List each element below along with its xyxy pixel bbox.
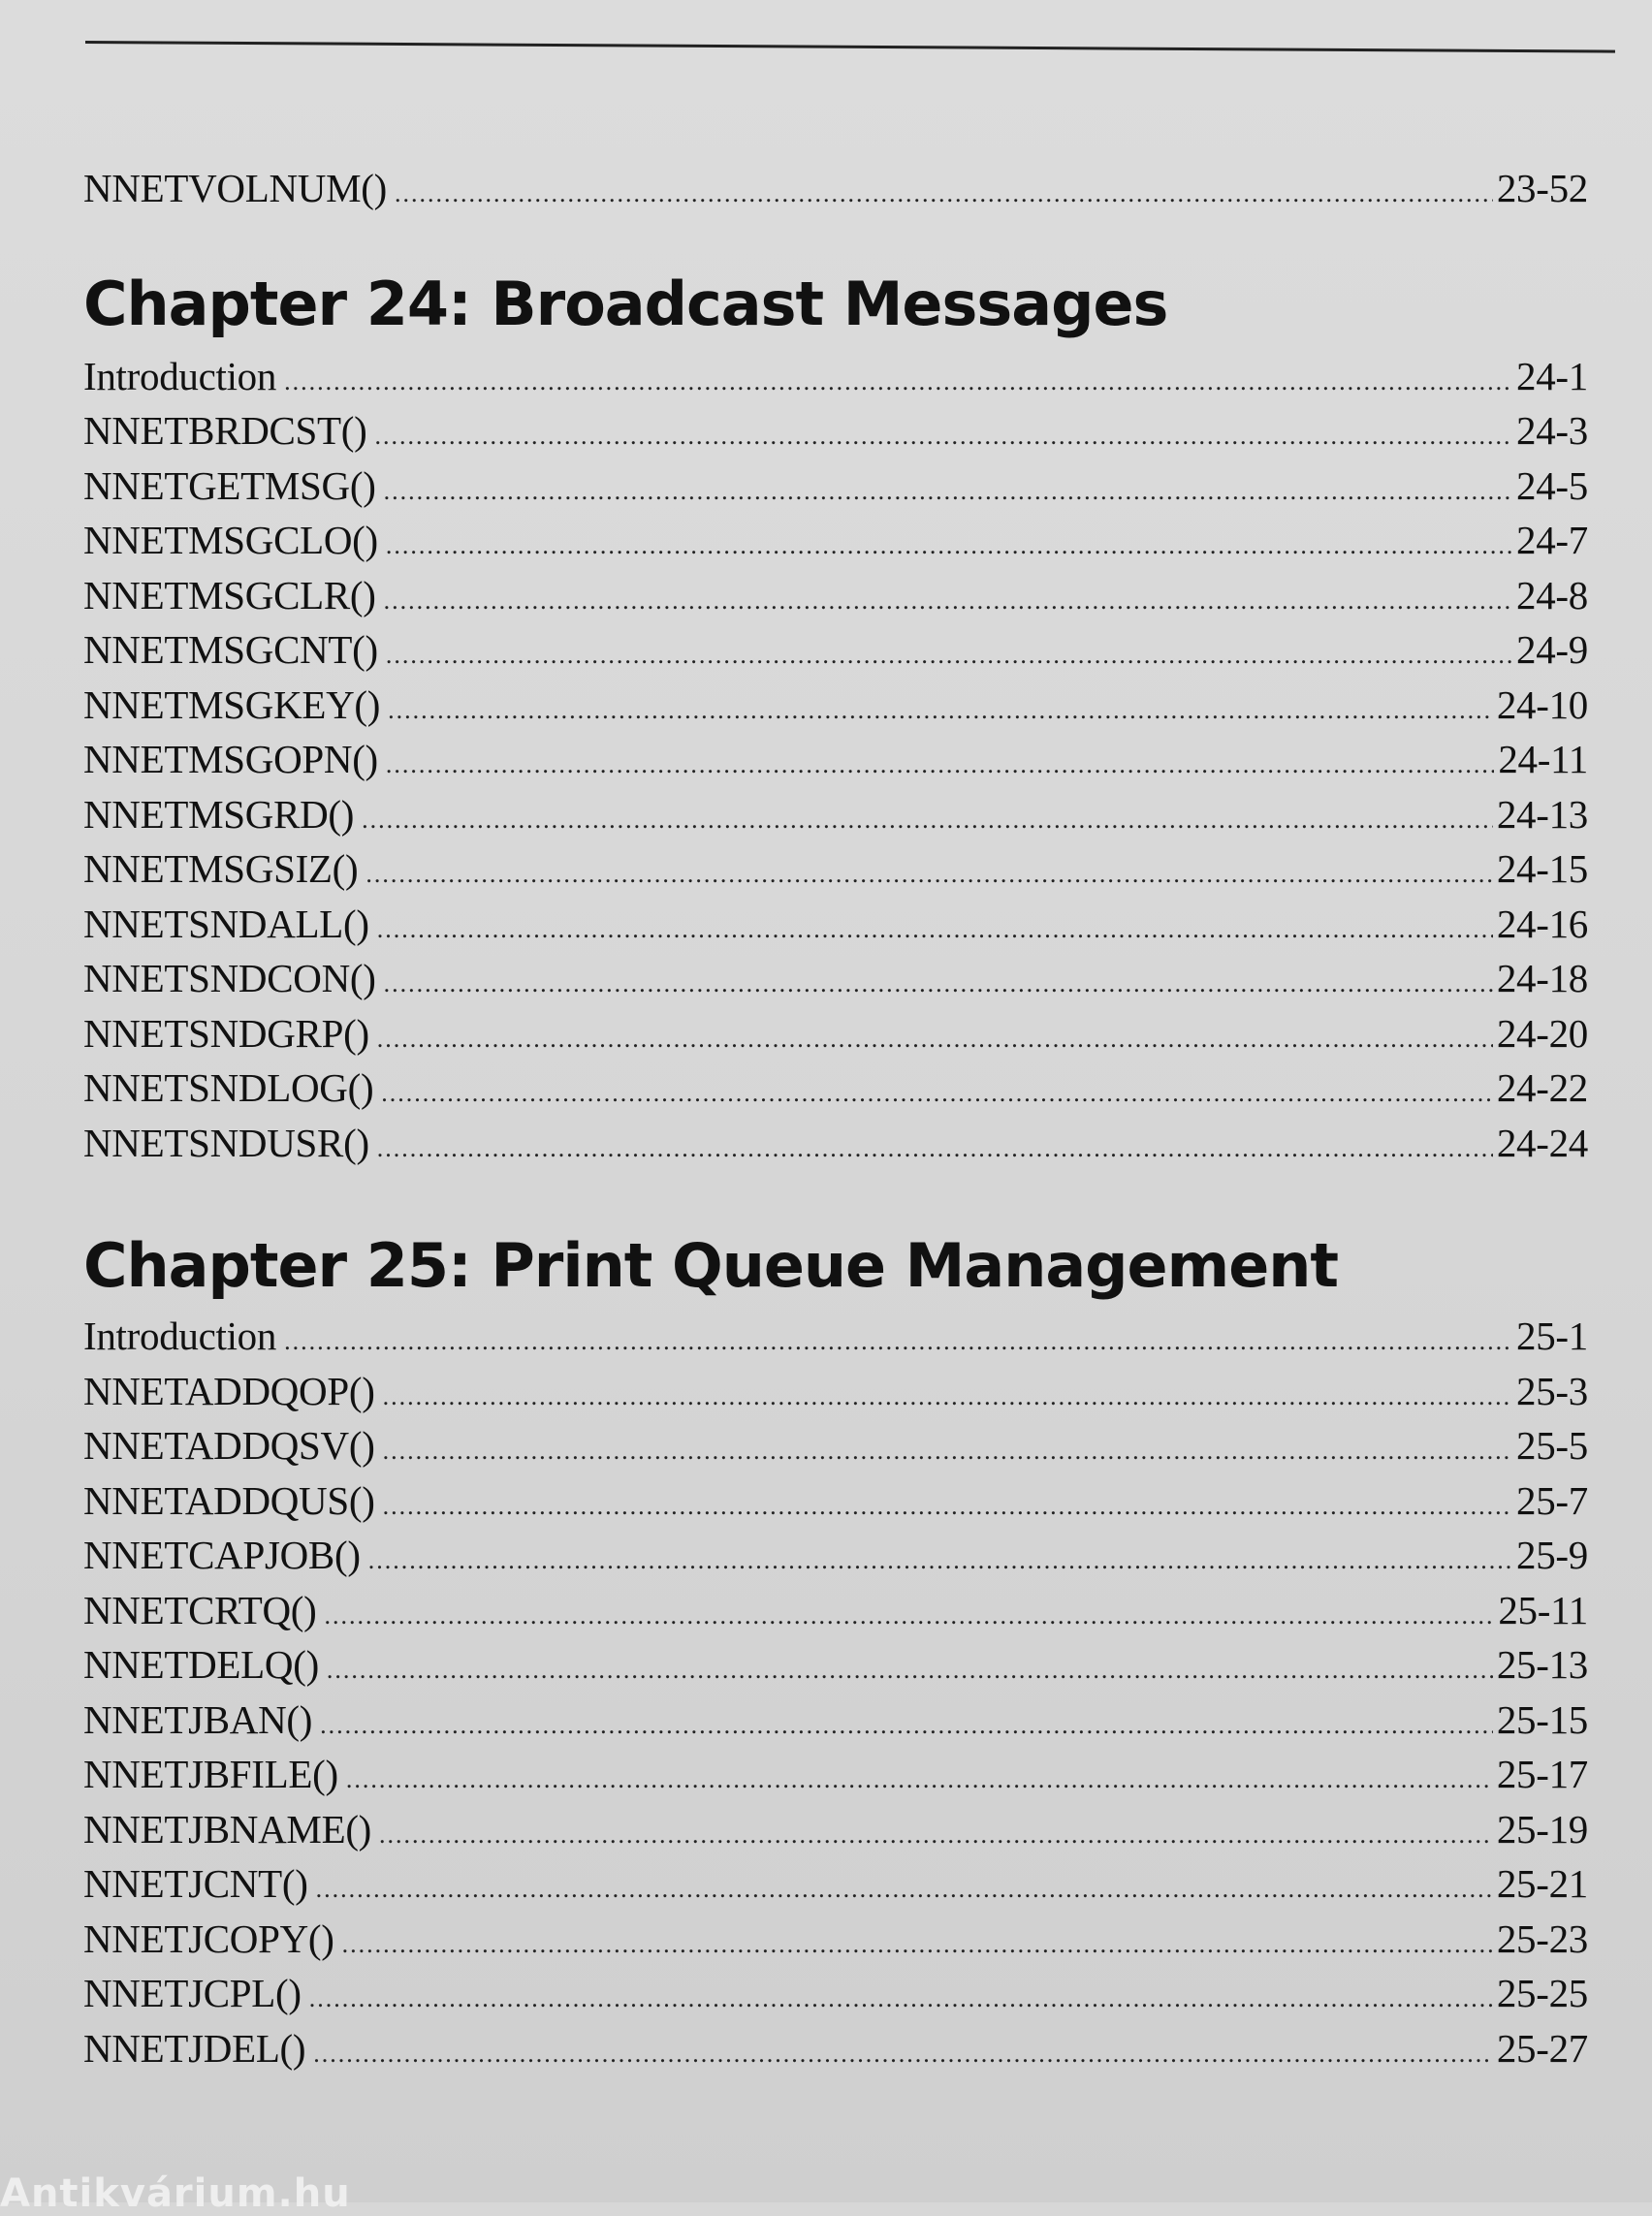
toc-entry: [83, 1422, 1588, 1477]
toc-entry: [83, 1313, 1588, 1368]
dot-leader: [395, 179, 1493, 208]
dot-leader: [386, 750, 1494, 779]
toc-entry-page: 25-5: [1516, 1423, 1588, 1468]
toc-entry: [83, 462, 1588, 518]
toc-entry-name: NNETSNDALL(): [83, 901, 369, 946]
toc-entry-name: NNETSNDGRP(): [83, 1010, 369, 1056]
toc-entry-name: NNETMSGOPN(): [83, 737, 378, 781]
dot-leader: [388, 696, 1493, 725]
dot-leader: [346, 1765, 1493, 1794]
toc-entry-page: 25-3: [1516, 1368, 1588, 1413]
dot-leader: [309, 1984, 1493, 2013]
toc-entry-name: NNETDELQ(): [83, 1642, 319, 1687]
toc-entry: [83, 681, 1588, 737]
toc-entry-name: NNETADDQSV(): [83, 1423, 375, 1468]
toc-entry: [83, 1915, 1588, 1971]
toc-entry-page: 24-22: [1496, 1065, 1588, 1110]
toc-entry-page: 23-52: [1496, 166, 1588, 210]
toc-entry-name: NNETJCNT(): [83, 1861, 308, 1906]
toc-entry-page: 24-7: [1516, 518, 1588, 562]
toc-entry-name: NNETMSGCNT(): [83, 627, 378, 672]
toc-entry: [83, 517, 1588, 572]
toc-entry: [83, 1477, 1588, 1533]
toc-entry-name: NNETJCPL(): [83, 1971, 302, 2015]
toc-entry: [83, 1368, 1588, 1423]
dot-leader: [365, 860, 1492, 889]
dot-leader: [368, 1546, 1512, 1575]
toc-entry-page: 24-18: [1496, 956, 1588, 1000]
toc-entry-page: 24-5: [1516, 462, 1588, 508]
dot-leader: [284, 367, 1512, 396]
toc-entry: [83, 1860, 1588, 1915]
toc-entry-page: 25-25: [1496, 1971, 1588, 2015]
toc-entry-page: 25-11: [1498, 1587, 1588, 1632]
toc-entry-name: NNETJDEL(): [83, 2025, 306, 2071]
toc-entry-page: 24-13: [1496, 791, 1588, 837]
chapter-24-section: [83, 269, 1588, 1175]
toc-entry: [83, 407, 1588, 462]
toc-entry-name: NNETCRTQ(): [83, 1587, 317, 1632]
toc-entry: [83, 1806, 1588, 1861]
toc-entry: [83, 1696, 1588, 1752]
toc-entry: [83, 1751, 1588, 1806]
toc-entry-name: NNETGETMSG(): [83, 462, 376, 508]
dot-leader: [377, 1025, 1493, 1054]
toc-entry-name: NNETJBAN(): [83, 1696, 313, 1742]
toc-entry: [83, 1010, 1588, 1065]
dot-leader: [325, 1601, 1495, 1630]
toc-entry: [83, 1641, 1588, 1696]
toc-entry-name: NNETMSGSIZ(): [83, 846, 359, 891]
dot-leader: [384, 477, 1512, 506]
table-of-contents: [83, 165, 1588, 2079]
toc-entry-name: NNETMSGKEY(): [83, 681, 381, 727]
toc-entry-page: 24-11: [1498, 737, 1588, 781]
toc-entry-name: NNETMSGCLR(): [83, 572, 376, 617]
toc-entry-name: NNETCAPJOB(): [83, 1533, 361, 1577]
toc-entry-top: [83, 165, 1588, 220]
dot-leader: [386, 531, 1512, 560]
toc-entry-page: 25-1: [1516, 1314, 1588, 1358]
toc-entry: [83, 1970, 1588, 2025]
toc-entry: [83, 626, 1588, 681]
dot-leader: [377, 1134, 1493, 1163]
toc-entry: [83, 572, 1588, 627]
toc-entry-page: 25-27: [1496, 2025, 1588, 2071]
chapter-25-title: Chapter 25: Print Queue Management: [83, 1230, 1339, 1301]
toc-entry-name: NNETBRDCST(): [83, 408, 367, 453]
toc-entry-page: 25-17: [1496, 1752, 1588, 1796]
toc-entry-name: NNETMSGRD(): [83, 791, 355, 837]
toc-entry-name: Introduction: [83, 1314, 277, 1358]
toc-entry: [83, 845, 1588, 901]
watermark-text: Antikvárium.hu: [0, 2171, 351, 2216]
toc-entry-page: 24-8: [1516, 572, 1588, 617]
toc-entry-name: NNETSNDUSR(): [83, 1120, 369, 1165]
toc-entry: [83, 791, 1588, 846]
dot-leader: [383, 1382, 1512, 1411]
toc-entry: [83, 1587, 1588, 1642]
header-rule: [85, 41, 1615, 53]
toc-entry-page: 25-19: [1496, 1806, 1588, 1852]
dot-leader: [316, 1875, 1493, 1904]
chapter-25-entries: [83, 1313, 1588, 2079]
toc-entry: [83, 1532, 1588, 1587]
toc-entry: [83, 1120, 1588, 1175]
dot-leader: [362, 806, 1493, 835]
dot-leader: [375, 422, 1513, 451]
dot-leader: [384, 586, 1512, 616]
toc-entry-page: 24-20: [1496, 1010, 1588, 1056]
toc-entry-page: 24-9: [1516, 627, 1588, 672]
dot-leader: [383, 1492, 1512, 1521]
toc-entry-page: 25-23: [1496, 1915, 1588, 1961]
toc-entry-page: 24-24: [1496, 1120, 1588, 1165]
chapter-24-title: Chapter 24: Broadcast Messages: [83, 268, 1168, 339]
toc-entry: [83, 955, 1588, 1010]
toc-entry-name: NNETADDQOP(): [83, 1368, 375, 1413]
dot-leader: [381, 1079, 1493, 1108]
toc-entry-page: 25-13: [1496, 1642, 1588, 1687]
toc-entry-page: 24-10: [1496, 681, 1588, 727]
dot-leader: [384, 969, 1493, 998]
toc-entry-page: 24-16: [1496, 901, 1588, 946]
dot-leader: [327, 1656, 1493, 1685]
toc-entry-name: NNETADDQUS(): [83, 1477, 375, 1523]
dot-leader: [313, 2040, 1493, 2069]
toc-entry-name: NNETJBNAME(): [83, 1806, 372, 1852]
dot-leader: [377, 915, 1493, 944]
toc-entry-name: NNETJCOPY(): [83, 1915, 334, 1961]
toc-entry-name: NNETMSGCLO(): [83, 518, 378, 562]
toc-entry-name: NNETVOLNUM(): [83, 166, 387, 210]
dot-leader: [379, 1820, 1493, 1850]
toc-entry-page: 25-9: [1516, 1533, 1588, 1577]
dot-leader: [342, 1930, 1493, 1959]
toc-entry: [83, 901, 1588, 956]
toc-entry-name: NNETSNDLOG(): [83, 1065, 374, 1110]
dot-leader: [284, 1327, 1512, 1356]
chapter-24-entries: [83, 353, 1588, 1175]
toc-entry-page: 25-15: [1496, 1696, 1588, 1742]
toc-entry: [83, 353, 1588, 408]
toc-entry-name: NNETSNDCON(): [83, 956, 376, 1000]
dot-leader: [386, 641, 1512, 670]
toc-entry: [83, 1064, 1588, 1120]
dot-leader: [320, 1711, 1493, 1740]
toc-entry-page: 24-15: [1496, 846, 1588, 891]
chapter-25-section: [83, 1230, 1588, 2079]
toc-entry: [83, 2025, 1588, 2080]
toc-entry-name: NNETJBFILE(): [83, 1752, 338, 1796]
toc-entry-page: 24-1: [1516, 353, 1588, 398]
toc-entry-page: 25-21: [1496, 1861, 1588, 1906]
toc-entry-page: 24-3: [1516, 408, 1588, 453]
dot-leader: [383, 1437, 1512, 1466]
toc-entry-page: 25-7: [1516, 1477, 1588, 1523]
toc-entry-name: Introduction: [83, 353, 277, 398]
toc-entry: [83, 736, 1588, 791]
